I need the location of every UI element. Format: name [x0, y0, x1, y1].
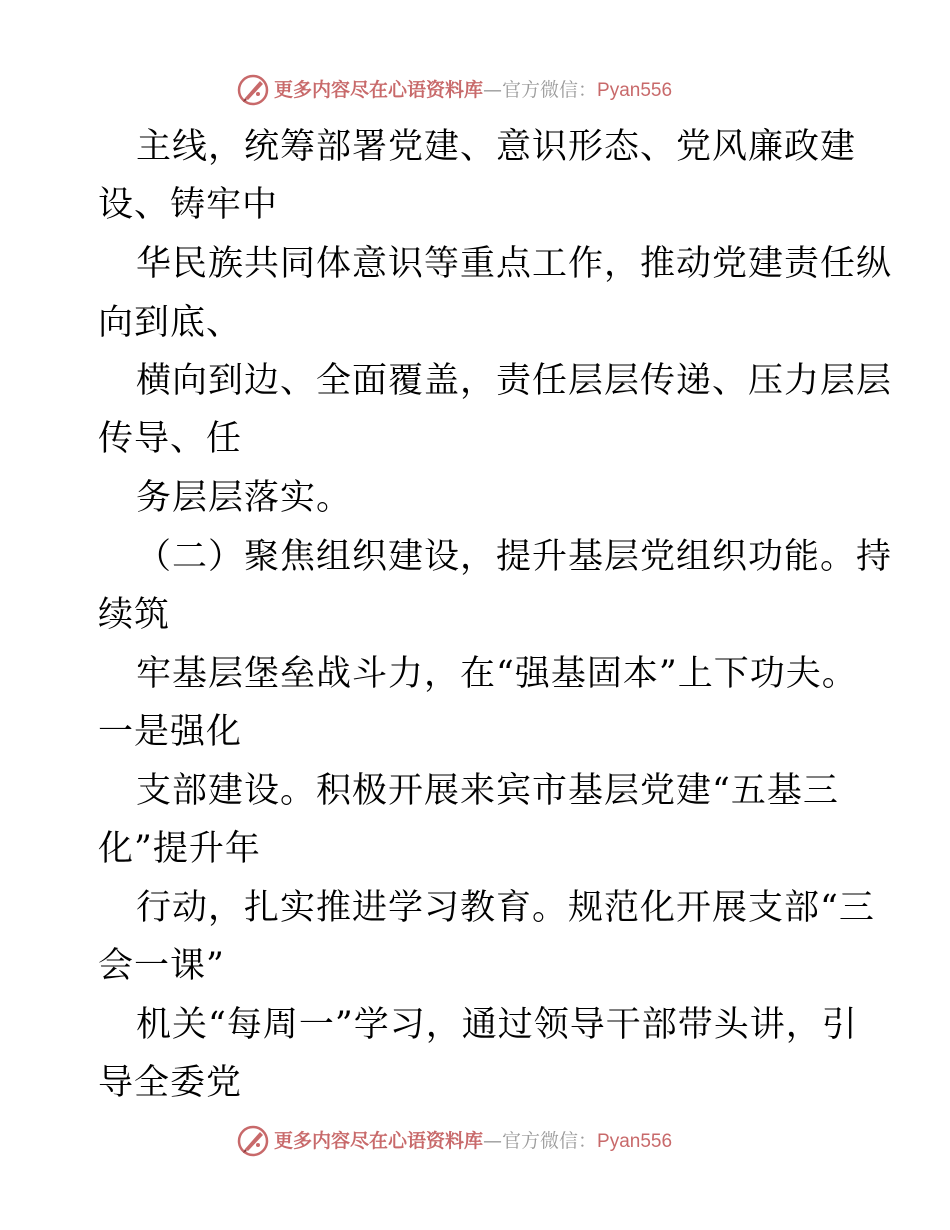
footer-watermark — [236, 1124, 672, 1158]
text-line: 华民族共同体意识等重点工作，推动党建责任纵 — [136, 244, 893, 284]
text-line: 向到底、 — [98, 303, 243, 343]
text-line: 牢基层堡垒战斗力，在“强基固本”上下功夫。 — [136, 654, 858, 694]
text-line: 会一课” — [98, 946, 225, 986]
text-line: 导全委党 — [98, 1063, 243, 1103]
watermark-brand: 更多内容尽在心语资料库 — [274, 1129, 484, 1152]
watermark-brand: 更多内容尽在心语资料库 — [274, 78, 484, 101]
quill-pen-seal-icon — [236, 73, 270, 107]
watermark-dash: — — [483, 1129, 503, 1152]
text-line: 化”提升年 — [98, 829, 261, 869]
text-line: 行动，扎实推进学习教育。规范化开展支部“三 — [136, 888, 875, 928]
text-line: 支部建设。积极开展来宾市基层党建“五基三 — [136, 771, 839, 811]
quill-pen-seal-icon — [236, 1124, 270, 1158]
text-line: 一是强化 — [98, 712, 243, 752]
text-line: 设、铸牢中 — [98, 185, 279, 225]
watermark-account: Pyan556 — [597, 1130, 673, 1152]
text-line: （二）聚焦组织建设，提升基层党组织功能。持 — [136, 537, 893, 577]
text-line: 传导、任 — [98, 419, 243, 459]
text-line: 务层层落实。 — [136, 478, 353, 518]
watermark-channel: 官方微信： — [502, 78, 598, 101]
text-line: 主线，统筹部署党建、意识形态、党风廉政建 — [136, 127, 857, 167]
header-watermark — [236, 73, 672, 107]
watermark-account: Pyan556 — [597, 79, 673, 101]
watermark-dash: — — [483, 78, 503, 101]
text-line: 横向到边、全面覆盖，责任层层传递、压力层层 — [136, 361, 893, 401]
watermark-channel: 官方微信： — [502, 1129, 598, 1152]
text-line: 机关“每周一”学习，通过领导干部带头讲，引 — [136, 1005, 858, 1045]
text-line: 续筑 — [98, 595, 171, 635]
